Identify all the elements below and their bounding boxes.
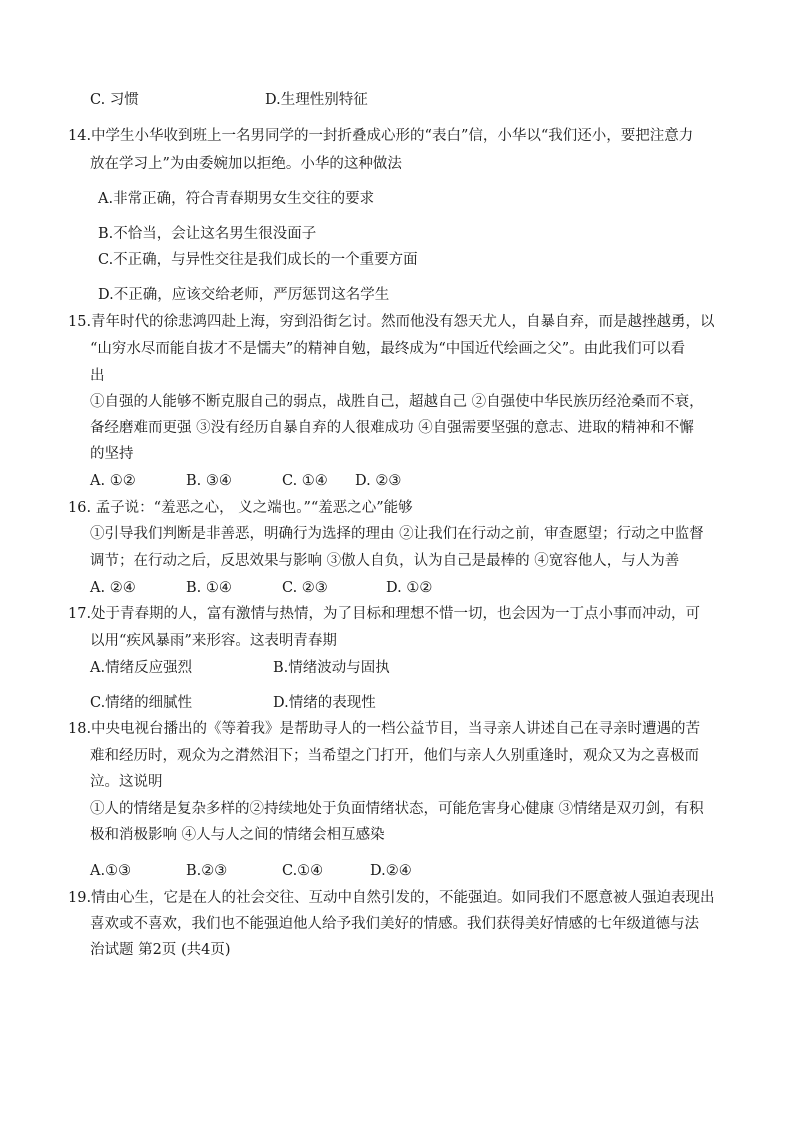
q19-stem-line-1: 19.情由心生，它是在人的社会交往、互动中自然引发的，不能强迫。如同我们不愿意被人强迫表现出 (68, 890, 715, 906)
q19-stem-line-2: 喜欢或不喜欢，我们也不能强迫他人给予我们美好的情感。我们获得美好情感的七年级道德与法 (90, 916, 699, 932)
q16-option-d: D. ①② (386, 580, 433, 596)
q18-option-a: A.①③ (90, 863, 132, 879)
q15-stem-line-1: 15.青年时代的徐悲鸿四赴上海，穷到沿街乞讨。然而他没有怨天尤人，自暴自弃，而是越挫越勇，以 (68, 314, 715, 330)
q17-option-a: A.情绪反应强烈 (90, 660, 193, 676)
q14-option-a: A.非常正确，符合青春期男女生交往的要求 (98, 191, 375, 207)
q15-option-b: B. ③④ (186, 473, 232, 489)
q18-option-b: B.②③ (186, 863, 228, 879)
q16-stem-line-1: 16. 孟子说：“羞恶之心， 义之端也。”“羞恶之心”能够 (68, 500, 413, 516)
q14-stem-line-2: 放在学习上”为由委婉加以拒绝。小华的这种做法 (90, 156, 402, 172)
q18-items-line-1: ①人的情绪是复杂多样的②持续地处于负面情绪状态，可能危害身心健康 ③情绪是双刃剑，有积 (90, 801, 704, 817)
q16-items-line-2: 调节；在行动之后，反思效果与影响 ③傲人自负，认为自己是最棒的 ④宽容他人，与人为善 (90, 553, 680, 569)
q17-option-d: D.情绪的表现性 (273, 695, 376, 711)
q18-items-line-2: 极和消极影响 ④人与人之间的情绪会相互感染 (90, 827, 385, 843)
q15-stem-line-2: “山穷水尽而能自拔才不是懦夫”的精神自勉，最终成为“中国近代绘画之父”。由此我们可以看 (90, 341, 686, 357)
q15-items-line-3: 的坚持 (90, 446, 134, 462)
q14-option-c: C.不正确，与异性交往是我们成长的一个重要方面 (98, 252, 418, 268)
q15-items-line-1: ①自强的人能够不断克服自己的弱点，战胜自己，超越自己 ②自强使中华民族历经沧桑而不衰， (90, 394, 704, 410)
q13-option-c: C. 习惯 (90, 92, 139, 108)
q14-stem-line-1: 14.中学生小华收到班上一名男同学的一封折叠成心形的“表白”信，小华以“我们还小，要把注意力 (68, 128, 694, 144)
q13-option-d: D.生理性别特征 (265, 92, 368, 108)
q17-option-b: B.情绪波动与固执 (273, 660, 390, 676)
q15-stem-line-3: 出 (90, 368, 105, 384)
q14-option-d: D.不正确，应该交给老师，严厉惩罚这名学生 (98, 287, 390, 303)
q17-stem-line-1: 17.处于青春期的人，富有激情与热情，为了目标和理想不惜一切，也会因为一丁点小事而冲动，可 (68, 606, 701, 622)
q16-option-c: C. ②③ (282, 580, 328, 596)
q16-items-line-1: ①引导我们判断是非善恶，明确行为选择的理由 ②让我们在行动之前，审查愿望；行动之中监督 (90, 526, 704, 542)
q18-option-c: C.①④ (282, 863, 324, 879)
q15-option-a: A. ①② (90, 473, 136, 489)
q18-stem-line-1: 18.中央电视台播出的《等着我》是帮助寻人的一档公益节目，当寻亲人讲述自己在寻亲时遭遇的苦 (68, 721, 701, 737)
q19-stem-line-3: 治试题 第2页 (共4页) (90, 942, 231, 958)
q17-option-c: C.情绪的细腻性 (90, 695, 193, 711)
q15-items-line-2: 备经磨难而更强 ③没有经历自暴自弃的人很难成功 ④自强需要坚强的意志、进取的精神和不懈 (90, 420, 694, 436)
q16-option-b: B. ①④ (186, 580, 232, 596)
q18-stem-line-3: 泣。这说明 (90, 774, 163, 790)
q18-stem-line-2: 难和经历时，观众为之潸然泪下；当希望之门打开，他们与亲人久别重逢时，观众又为之喜极而 (90, 748, 699, 764)
q15-option-c: C. ①④ (282, 473, 328, 489)
q17-stem-line-2: 以用“疾风暴雨”来形容。这表明青春期 (90, 633, 337, 649)
q16-option-a: A. ②④ (90, 580, 136, 596)
q15-option-d: D. ②③ (355, 473, 402, 489)
q14-option-b: B.不恰当，会让这名男生很没面子 (98, 226, 317, 242)
q18-option-d: D.②④ (370, 863, 412, 879)
